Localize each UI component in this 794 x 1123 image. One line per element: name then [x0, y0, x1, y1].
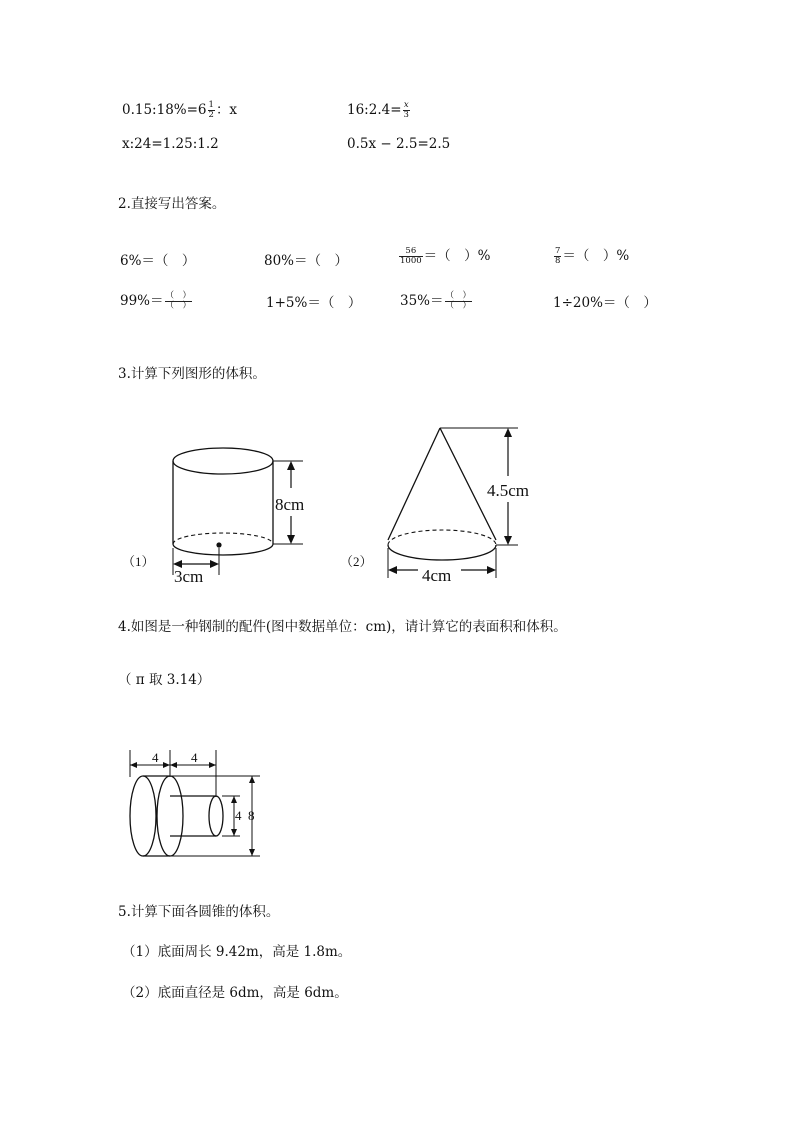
dim-left-label: 4 — [152, 750, 159, 765]
fraction-blank: $\frac{( )}{( )}$ — [165, 291, 192, 311]
q2-row2-col4: 1÷20%＝（ ） — [553, 295, 657, 311]
q2-row1-col4: $\frac{7}{8}$ ＝（ ）% — [555, 246, 630, 266]
equation-4: 0.5x − 2.5=2.5 — [347, 136, 451, 152]
fraction-blank: $\frac{( )}{( )}$ — [445, 291, 472, 311]
equation-1-right: ：x — [215, 102, 238, 118]
q2-row2-col3: 35%＝ $\frac{( )}{( )}$ — [400, 291, 472, 311]
q2-row2-col2: 1+5%＝（ ） — [266, 295, 362, 311]
fraction-7-over-8: $\frac{7}{8}$ — [555, 246, 561, 266]
figure-1-index: （1） — [122, 554, 155, 569]
section-4-title: 4.如图是一种钢制的配件(图中数据单位：cm)，请计算它的表面积和体积。 — [118, 619, 567, 635]
dim-right-label: 4 — [191, 750, 198, 765]
cylinder-figure — [118, 430, 318, 590]
cylinder-height-label: 8cm — [275, 495, 305, 514]
fraction-56-over-1000: $\frac{56}{1000}$ — [400, 246, 422, 266]
section-4-note: （ π 取 3.14） — [118, 672, 211, 688]
cone-figure — [338, 420, 558, 590]
q2-row1-col3: $\frac{56}{1000}$ ＝（ ）% — [400, 246, 491, 266]
equation-1 — [122, 101, 237, 120]
equation-2 — [347, 101, 411, 120]
q2-row1-col1: 6%＝（ ） — [120, 253, 196, 269]
section-5-item-2: （2）底面直径是 6dm，高是 6dm。 — [122, 985, 348, 1001]
q2-row2-col1: 99%＝ $\frac{( )}{( )}$ — [120, 291, 192, 311]
section-2-title: 2.直接写出答案。 — [118, 196, 226, 212]
figure-2-index: （2） — [340, 554, 373, 569]
section-3-title: 3.计算下列图形的体积。 — [118, 366, 266, 382]
cone-diameter-label: 4cm — [422, 566, 452, 585]
equation-2-left: 16:2.4= — [347, 102, 402, 118]
equation-3: x:24=1.25:1.2 — [122, 136, 219, 152]
equation-1-left: 0.15:18%=6 — [122, 102, 207, 118]
fraction-x-over-3: $\frac{x}{3}$ — [403, 100, 409, 120]
fraction-one-half: $\frac{1}{2}$ — [208, 100, 214, 120]
steel-part-figure — [118, 745, 278, 865]
section-5-title: 5.计算下面各圆锥的体积。 — [118, 904, 280, 920]
cone-height-label: 4.5cm — [487, 481, 530, 500]
section-5-item-1: （1）底面周长 9.42m，高是 1.8m。 — [122, 944, 352, 960]
dim-outer-label: 8 — [248, 808, 255, 823]
q2-row1-col2: 80%＝（ ） — [264, 253, 349, 269]
dim-inner-label: 4 — [235, 808, 242, 823]
cylinder-radius-label: 3cm — [174, 567, 204, 586]
